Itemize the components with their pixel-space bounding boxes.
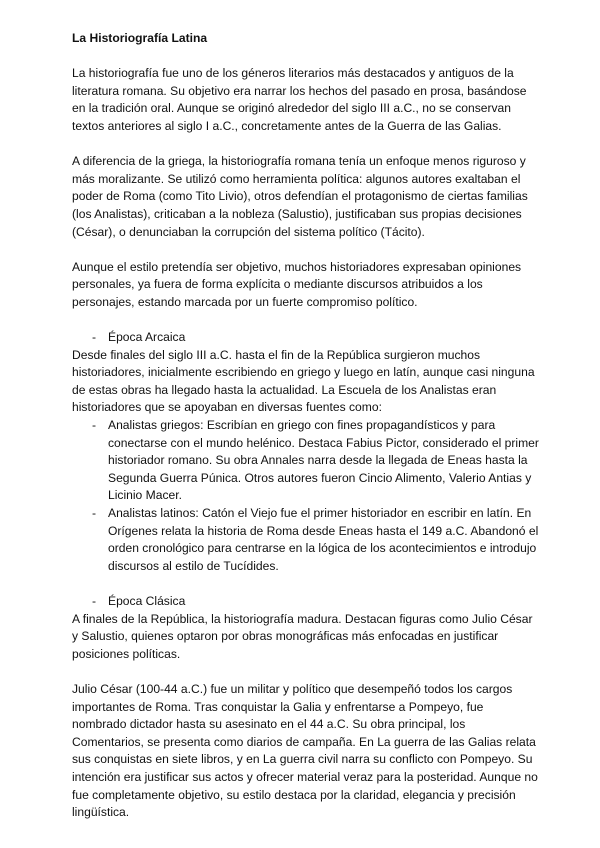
bullet-dash: -: [92, 506, 97, 521]
section-heading-label: Época Arcaica: [108, 330, 186, 345]
list-item-text: Analistas latinos: Catón el Viejo fue el primer historiador en escribir en latín. En Orígenes relata la historia de Roma desde Eneas hasta el 149 a.C. Abandonó el orden cronológico para centrarse en la lógica de los acontecimientos e introdujo discursos al estilo de Tucídides.: [108, 506, 539, 573]
arcaica-paragraph: Desde finales del siglo III a.C. hasta el fin de la República surgieron muchos historiadores, inicialmente escribiendo en griego y luego en latín, aunque casi ninguna de estas obras ha llegado hasta la actualidad. La Escuela de los Analistas eran historiadores que se apoyaban en diversas fuentes como:: [72, 347, 535, 415]
bullet-dash: -: [92, 418, 97, 433]
cesar-paragraph: Julio César (100-44 a.C.) fue un militar y político que desempeñó todos los cargos importantes de Roma. Tras conquistar la Galia y enfrentarse a Pompeyo, fue nombrado dictador hasta su asesinato en el 44 a.C. Su obra principal, los Comentarios, se presenta como diarios de campaña. En La guerra de las Galias relata sus conquistas en siete libros, y en La guerra civil narra su conflicto con Pompeyo. Su intención era justificar sus actos y ofrecer material veraz para la posteridad. Aunque no fue completamente objetivo, su estilo destaca por la claridad, elegancia y precisión lingüística.: [72, 681, 538, 820]
intro-paragraph-1: La historiografía fue uno de los géneros literarios más destacados y antiguos de la literatura romana. Su objetivo era narrar los hechos del pasado en prosa, basándose en la tradición oral. Aunque se originó alrededor del siglo III a.C., no se conservan textos anteriores al siglo I a.C., concretamente antes de la Guerra de las Galias.: [72, 66, 527, 133]
document-title: La Historiografía Latina: [72, 31, 208, 45]
section-heading-clasica: [72, 593, 540, 611]
intro-paragraph-3: Aunque el estilo pretendía ser objetivo, muchos historiadores expresaban opiniones personales, ya fuera de forma explícita o mediante discursos atribuidos a los personajes, estando marcada por un fuerte compromiso político.: [72, 259, 522, 309]
bullet-dash: -: [92, 594, 97, 608]
analistas-list: [72, 417, 540, 575]
intro-paragraph-2: A diferencia de la griega, la historiografía romana tenía un enfoque menos riguroso y más moralizante. Se utilizó como herramienta política: algunos autores exaltaban el poder de Roma (como Tito Livio), otros defendían el protagonismo de ciertas familias (los Analistas), criticaban a la nobleza (Salustio), justificaban sus propias decisiones (César), o denunciaban la corrupción del sistema político (Tácito).: [72, 154, 528, 239]
list-item-text: Analistas griegos: Escribían en griego con fines propagandísticos y para conectarse con el mundo helénico. Destaca Fabius Pictor, considerado el primer historiador romano. Su obra Annales narra desde la llegada de Eneas hasta la Segunda Guerra Púnica. Otros autores fueron Cincio Alimento, Valerio Antias y Licinio Macer.: [108, 418, 539, 503]
list-item: [72, 505, 540, 575]
section-heading-arcaica: [72, 329, 540, 347]
list-item: [72, 417, 540, 505]
clasica-paragraph: A finales de la República, la historiografía madura. Destacan figuras como Julio César y Salustio, quienes optaron por obras monográficas más enfocadas en justificar posiciones políticas.: [72, 611, 533, 661]
bullet-dash: -: [92, 330, 97, 345]
section-heading-label: Época Clásica: [108, 594, 186, 608]
